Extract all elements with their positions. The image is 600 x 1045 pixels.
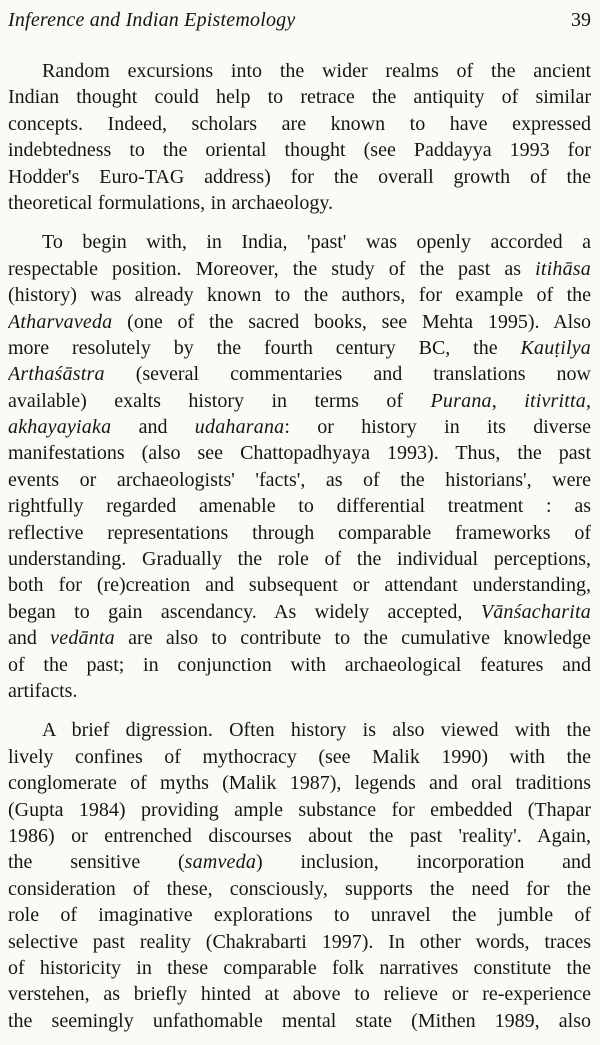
- text-line: [8, 1008, 591, 1034]
- text-line: [8, 229, 591, 255]
- paragraph: [8, 229, 591, 704]
- text-line: [8, 309, 591, 335]
- italic-term: akhayayiaka: [8, 416, 112, 439]
- text-segment: consideration of these, consciously, supports the need for the: [8, 877, 591, 900]
- text-segment: ,: [586, 389, 591, 412]
- text-line: [8, 256, 591, 282]
- text-line: [8, 717, 591, 743]
- text-line: [8, 361, 591, 387]
- page-body: [8, 58, 591, 1034]
- text-line: [8, 678, 591, 704]
- text-segment: Random excursions into the wider realms of the ancient: [42, 60, 591, 82]
- text-segment: both for (re)creation and subsequent or attendant understanding,: [8, 574, 591, 597]
- italic-term: itivritta: [524, 389, 586, 412]
- text-line: [8, 770, 591, 796]
- text-segment: role of imaginative explorations to unravel the jumble of: [8, 904, 591, 927]
- text-line: [8, 414, 591, 440]
- paragraph: [8, 58, 591, 216]
- text-line: [8, 190, 591, 216]
- text-line: [8, 388, 591, 414]
- text-line: [8, 467, 591, 493]
- text-line: [8, 849, 591, 875]
- text-segment: Hodder's Euro-TAG address) for the overall growth of the: [8, 165, 591, 188]
- italic-term: Purana: [430, 389, 492, 412]
- text-segment: and: [111, 416, 195, 439]
- italic-term: Kauṭilya: [520, 336, 591, 359]
- text-line: [8, 137, 591, 163]
- running-title: Inference and Indian Epistemology: [8, 9, 296, 31]
- text-segment: : or history in its diverse: [284, 416, 591, 439]
- italic-term: Atharvaveda: [8, 310, 113, 333]
- text-line: [8, 493, 591, 519]
- page-number: 39: [571, 9, 591, 31]
- text-segment: and: [8, 627, 51, 650]
- text-segment: concepts. Indeed, scholars are known to have expressed: [8, 112, 591, 135]
- italic-term: Arthaśāstra: [8, 363, 105, 386]
- text-line: [8, 955, 591, 981]
- text-segment: artifacts.: [8, 679, 78, 702]
- text-segment: ,: [491, 389, 525, 412]
- text-segment: selective past reality (Chakrabarti 1997). In other words, traces: [8, 930, 591, 953]
- text-segment: rightfully regarded amenable to differential treatment : as: [8, 495, 591, 518]
- italic-term: samveda: [184, 851, 257, 874]
- text-line: [8, 58, 591, 84]
- text-line: [8, 876, 591, 902]
- text-line: [8, 335, 591, 361]
- text-segment: understanding. Gradually the role of the individual perceptions,: [8, 548, 591, 571]
- text-segment: reflective representations through comparable frameworks of: [8, 521, 591, 544]
- text-segment: Indian thought could help to retrace the antiquity of similar: [8, 86, 591, 109]
- text-segment: To begin with, in India, 'past' was openly accorded a: [42, 231, 591, 254]
- text-segment: ) inclusion, incorporation and: [256, 851, 591, 874]
- text-segment: available) exalts history in terms of: [8, 389, 431, 412]
- text-line: [8, 282, 591, 308]
- text-segment: (history) was already known to the authors, for example of the: [8, 284, 591, 307]
- italic-term: udaharana: [194, 416, 285, 439]
- text-line: [8, 652, 591, 678]
- text-line: [8, 823, 591, 849]
- page-header: [8, 8, 591, 32]
- text-segment: the seemingly unfathomable mental state (Mithen 1989, also: [8, 1009, 591, 1032]
- paragraph: [8, 717, 591, 1034]
- text-line: [8, 929, 591, 955]
- text-line: [8, 440, 591, 466]
- italic-term: itihāsa: [535, 257, 591, 280]
- text-line: [8, 520, 591, 546]
- text-line: [8, 625, 591, 651]
- text-line: [8, 546, 591, 572]
- text-segment: events or archaeologists' 'facts', as of the historians', were: [8, 468, 591, 491]
- text-line: [8, 744, 591, 770]
- text-line: [8, 84, 591, 110]
- text-segment: theoretical formulations, in archaeology.: [8, 191, 334, 214]
- text-segment: A brief digression. Often history is also viewed with the: [42, 719, 591, 742]
- text-segment: manifestations (also see Chattopadhyaya 1993). Thus, the past: [8, 442, 591, 465]
- text-line: [8, 164, 591, 190]
- text-segment: (Gupta 1984) providing ample substance for embedded (Thapar: [8, 798, 591, 821]
- text-segment: are also to contribute to the cumulative knowledge: [114, 627, 591, 650]
- text-line: [8, 599, 591, 625]
- text-line: [8, 797, 591, 823]
- text-segment: (one of the sacred books, see Mehta 1995). Also: [112, 310, 591, 333]
- italic-term: Vānśacharita: [480, 600, 591, 623]
- text-line: [8, 111, 591, 137]
- text-segment: of historicity in these comparable folk narratives constitute the: [8, 956, 591, 979]
- italic-term: vedānta: [50, 627, 115, 650]
- text-line: [8, 902, 591, 928]
- text-segment: began to gain ascendancy. As widely accepted,: [8, 600, 481, 623]
- text-segment: indebtedness to the oriental thought (see Paddayya 1993 for: [8, 139, 591, 162]
- text-segment: 1986) or entrenched discourses about the past 'reality'. Again,: [8, 824, 591, 847]
- text-segment: (several commentaries and translations now: [104, 363, 591, 386]
- text-line: [8, 981, 591, 1007]
- text-segment: conglomerate of myths (Malik 1987), legends and oral traditions: [8, 772, 591, 795]
- text-segment: of the past; in conjunction with archaeological features and: [8, 653, 591, 676]
- text-segment: lively confines of mythocracy (see Malik 1990) with the: [8, 745, 591, 768]
- text-line: [8, 572, 591, 598]
- text-segment: the sensitive (: [8, 851, 185, 874]
- text-segment: respectable position. Moreover, the study of the past as: [8, 257, 536, 280]
- text-segment: more resolutely by the fourth century BC, the: [8, 336, 521, 359]
- text-segment: verstehen, as briefly hinted at above to relieve or re-experience: [8, 983, 591, 1006]
